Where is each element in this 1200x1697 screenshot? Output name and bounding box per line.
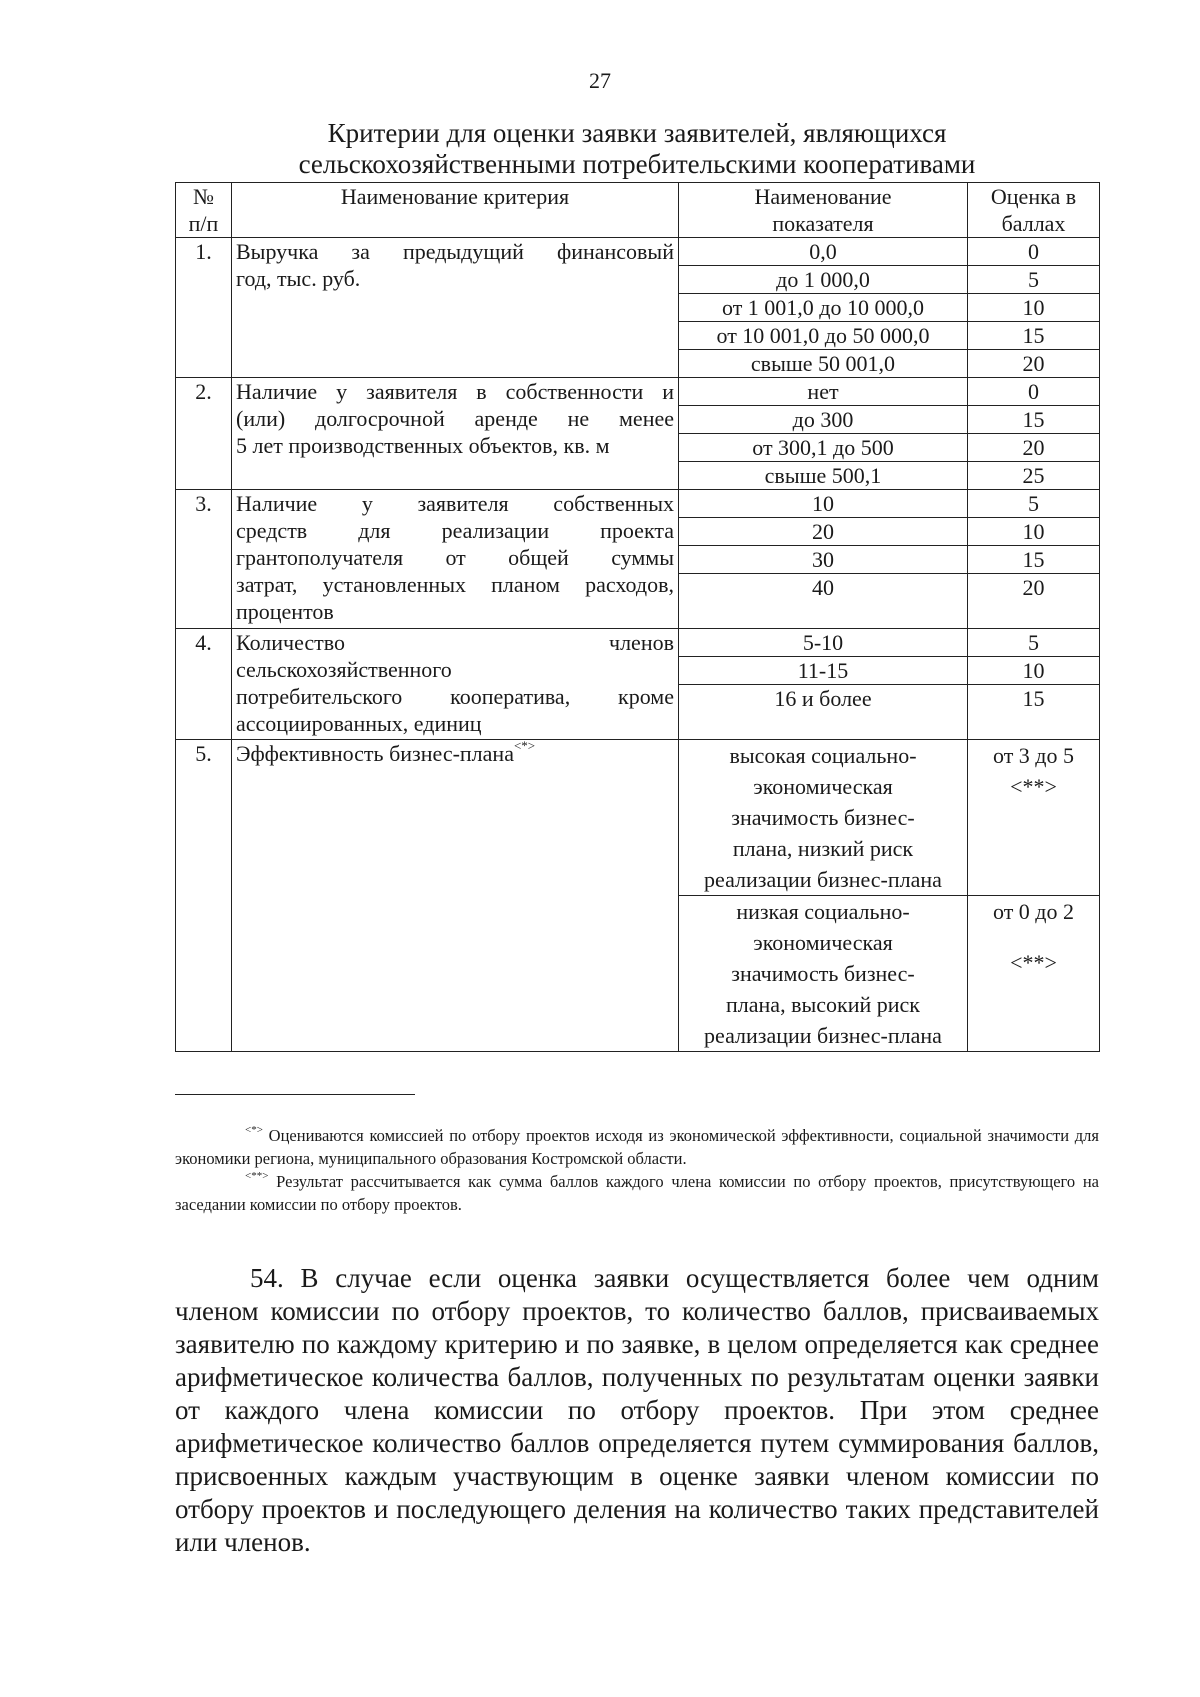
indicator-cell: от 1 001,0 до 10 000,0: [679, 294, 968, 322]
score-cell: 0: [968, 238, 1100, 266]
indicator-cell: до 1 000,0: [679, 266, 968, 294]
score-cell: 20: [968, 434, 1100, 462]
score-cell: 10: [968, 294, 1100, 322]
footnote-separator: [175, 1094, 415, 1095]
indicator-cell: 40: [679, 574, 968, 629]
title-line-1: Критерии для оценки заявки заявителей, являющихся: [327, 118, 947, 148]
footnote-item: <*> Оцениваются комиссией по отбору проектов исходя из экономической эффективности, социальной значимости для экономики региона, муниципального образования Костромской области.: [175, 1124, 1100, 1168]
paragraph-54: 54. В случае если оценка заявки осуществляется более чем одним членом комиссии по отбору проектов, то количество баллов, присваиваемых заявителю по каждому критерию и по заявке, в целом определяется как среднее арифметическое количества баллов, полученных по результатам оценки заявки от каждого члена комиссии по отбору проектов. При этом среднее арифметическое количество баллов определяется путем суммирования баллов, присвоенных каждым участвующим в оценке заявки членом комиссии по отбору проектов и последующего деления на количество таких представителей или членов.: [175, 1263, 1099, 1557]
score-cell: 5: [968, 629, 1100, 657]
score-cell: 15: [968, 546, 1100, 574]
score-cell: от 0 до 2 <**>: [968, 896, 1100, 1052]
score-cell: 10: [968, 657, 1100, 685]
header-score: Оценка в баллах: [968, 183, 1100, 238]
indicator-cell: 5-10: [679, 629, 968, 657]
indicator-cell: 0,0: [679, 238, 968, 266]
score-cell: 15: [968, 322, 1100, 350]
header-indicator: Наименование показателя: [679, 183, 968, 238]
score-cell: 15: [968, 685, 1100, 740]
indicator-cell: от 300,1 до 500: [679, 434, 968, 462]
row-number: 4.: [176, 629, 232, 740]
header-num: № п/п: [176, 183, 232, 238]
table-row: [176, 740, 1100, 896]
indicator-cell: свыше 500,1: [679, 462, 968, 490]
score-cell: от 3 до 5 <**>: [968, 740, 1100, 896]
row-number: 5.: [176, 740, 232, 1052]
score-cell: 25: [968, 462, 1100, 490]
table-row: [176, 629, 1100, 657]
score-cell: 15: [968, 406, 1100, 434]
indicator-cell: 20: [679, 518, 968, 546]
table-row: [176, 490, 1100, 518]
indicator-cell: от 10 001,0 до 50 000,0: [679, 322, 968, 350]
footnote-mark: <**>: [245, 1170, 269, 1182]
indicator-cell: 30: [679, 546, 968, 574]
score-cell: 20: [968, 574, 1100, 629]
indicator-cell: нет: [679, 378, 968, 406]
score-cell: 20: [968, 350, 1100, 378]
indicator-cell: до 300: [679, 406, 968, 434]
indicator-cell: 10: [679, 490, 968, 518]
page-number: 27: [589, 68, 611, 93]
criterion-cell: Количество членов сельскохозяйственного потребительского кооператива, кроме ассоциированных, единиц: [232, 629, 679, 740]
score-cell: 5: [968, 266, 1100, 294]
footnote-mark: <*>: [245, 1124, 263, 1136]
footnote-item: <**> Результат рассчитывается как сумма баллов каждого члена комиссии по отбору проектов, присутствующего на заседании комиссии по отбору проектов.: [175, 1170, 1100, 1214]
table-title: [175, 118, 1099, 180]
criterion-cell: Выручка за предыдущий финансовый год, тыс. руб.: [232, 238, 679, 378]
table-row: [176, 238, 1100, 266]
indicator-cell: свыше 50 001,0: [679, 350, 968, 378]
indicator-cell: высокая социально- экономическая значимость бизнес- плана, низкий риск реализации бизнес-плана: [679, 740, 968, 896]
row-number: 1.: [176, 238, 232, 378]
table-row: [176, 378, 1100, 406]
row-number: 2.: [176, 378, 232, 490]
table-header-row: [176, 183, 1100, 238]
title-line-2: сельскохозяйственными потребительскими кооперативами: [298, 149, 976, 179]
criterion-cell: Наличие у заявителя в собственности и (или) долгосрочной аренде не менее 5 лет производственных объектов, кв. м: [232, 378, 679, 490]
criterion-cell: Эффективность бизнес-плана<*>: [232, 740, 679, 1052]
indicator-cell: низкая социально- экономическая значимость бизнес- плана, высокий риск реализации бизнес-плана: [679, 896, 968, 1052]
row-number: 3.: [176, 490, 232, 629]
indicator-cell: 16 и более: [679, 685, 968, 740]
criterion-cell: Наличие у заявителя собственных средств для реализации проекта грантополучателя от общей суммы затрат, установленных планом расходов, процентов: [232, 490, 679, 629]
criteria-table: [175, 182, 1100, 1052]
footnotes: [175, 1124, 1099, 1216]
indicator-cell: 11-15: [679, 657, 968, 685]
score-cell: 5: [968, 490, 1100, 518]
score-cell: 0: [968, 378, 1100, 406]
header-criterion: Наименование критерия: [232, 183, 679, 238]
footnote-ref: <*>: [513, 738, 536, 753]
score-cell: 10: [968, 518, 1100, 546]
